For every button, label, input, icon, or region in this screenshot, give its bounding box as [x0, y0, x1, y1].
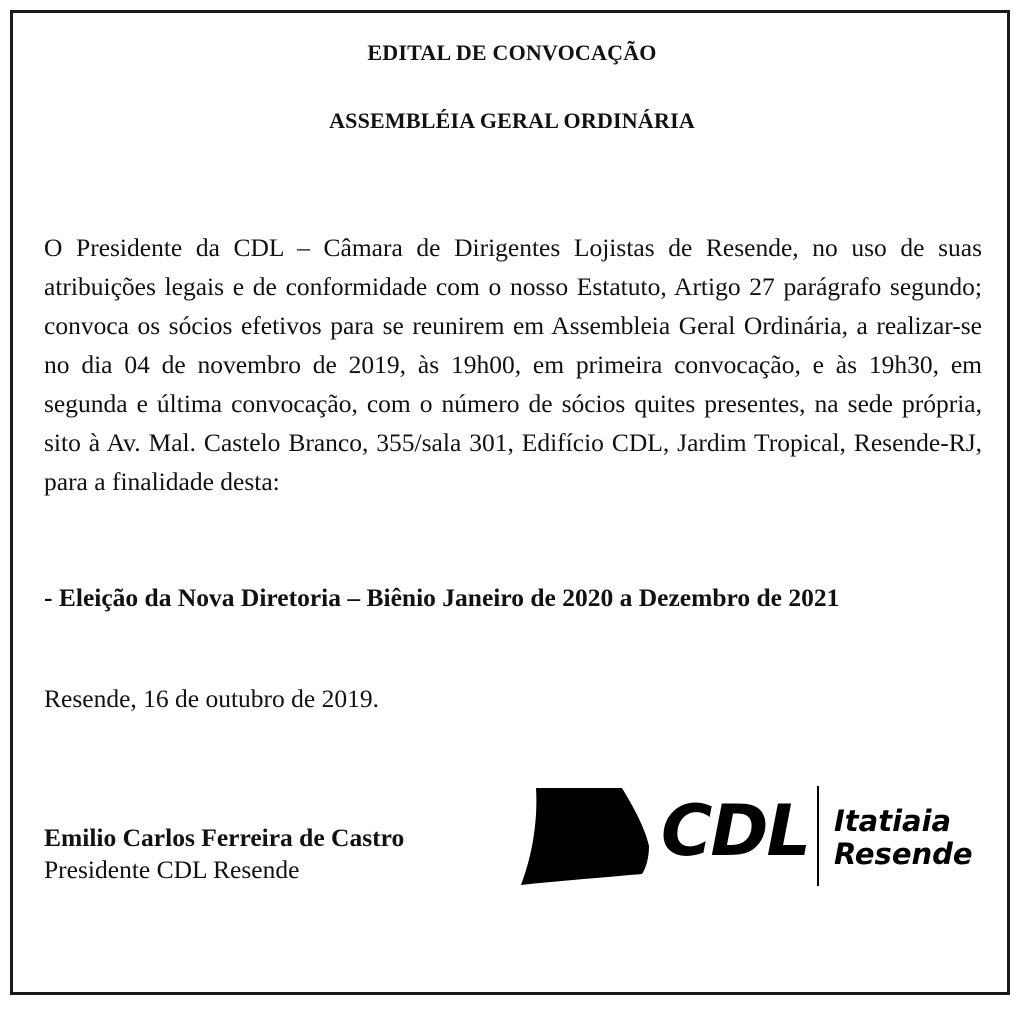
cdl-sail-icon	[518, 782, 658, 892]
logo-city-resende: Resende	[834, 837, 973, 871]
convocation-paragraph: O Presidente da CDL – Câmara de Dirigentes Lojistas de Resende, no uso de suas atribuições legais e de conformidade com o nosso Estatuto, Artigo 27 parágrafo segundo; convoca os sócios efetivos para se reunirem em Assembleia Geral Ordinária, a realizar-se no dia 04 de novembro de 2019, às 19h00, em primeira convocação, e às 19h30, em segunda e última convocação, com o número de sócios quites presentes, na sede própria, sito à Av. Mal. Castelo Branco, 355/sala 301, Edifício CDL, Jardim Tropical, Resende-RJ, para a finalidade desta:	[44, 233, 982, 496]
agenda-item: - Eleição da Nova Diretoria – Biênio Janeiro de 2020 a Dezembro de 2021	[44, 583, 840, 612]
signatory-name: Emilio Carlos Ferreira de Castro	[44, 823, 405, 852]
logo-city-itatiaia: Itatiaia	[834, 804, 952, 838]
cdl-logo	[518, 782, 978, 892]
document-subtitle: ASSEMBLÉIA GERAL ORDINÁRIA	[329, 108, 695, 133]
logo-divider	[817, 786, 819, 886]
document-title: EDITAL DE CONVOCAÇÃO	[367, 40, 657, 65]
signatory-role: Presidente CDL Resende	[44, 855, 300, 884]
place-and-date: Resende, 16 de outubro de 2019.	[44, 684, 379, 713]
logo-wordmark: CDL	[661, 790, 810, 872]
